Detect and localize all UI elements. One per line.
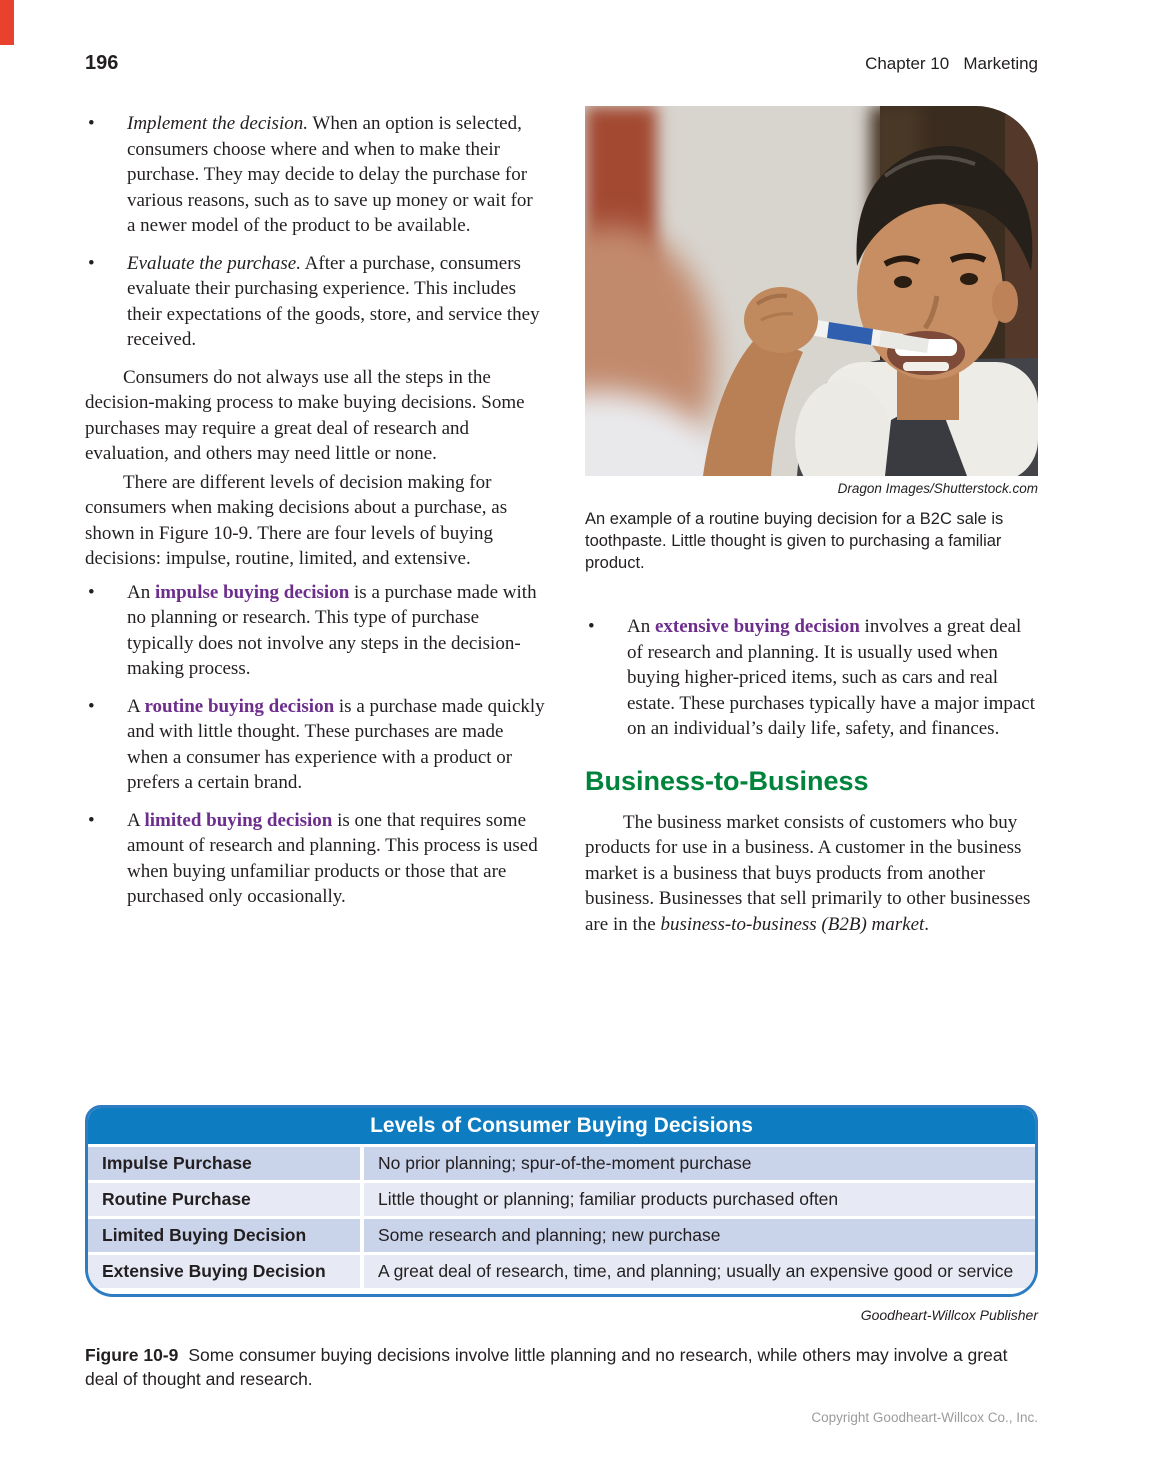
- bullet-item-routine: [85, 694, 545, 796]
- running-head: Chapter 10 Marketing: [865, 54, 1038, 73]
- table-title: Levels of Consumer Buying Decisions: [88, 1108, 1035, 1144]
- row-description: No prior planning; spur-of-the-moment purchase: [364, 1147, 1035, 1180]
- table-row: [88, 1183, 1035, 1216]
- row-description: Some research and planning; new purchase: [364, 1219, 1035, 1252]
- left-column: [85, 106, 545, 940]
- figure-caption-text: Some consumer buying decisions involve little planning and no research, while others may involve a great deal of thought and research.: [85, 1345, 1008, 1389]
- bullet-text: [127, 580, 545, 682]
- row-description: A great deal of research, time, and planning; usually an expensive good or service: [364, 1255, 1035, 1288]
- copyright-notice: Copyright Goodheart-Willcox Co., Inc.: [811, 1410, 1038, 1425]
- photo-illustration: [585, 106, 1038, 476]
- key-term: impulse buying decision: [154, 581, 350, 603]
- bullet-item-limited: [85, 808, 545, 910]
- table-row: [88, 1147, 1035, 1180]
- bullet-prefix: A: [127, 695, 145, 717]
- paragraph: There are different levels of decision making for consumers when making decisions about a purchase, as shown in Figure 10-9. There are four levels of buying decisions: impulse, routine, limited, and extensive.: [85, 471, 508, 569]
- paragraph-text-end: .: [924, 913, 930, 935]
- bullet-lead: Implement the decision.: [127, 113, 308, 134]
- table-row: [88, 1219, 1035, 1252]
- bullet-text: [127, 111, 545, 239]
- bullet-prefix: A: [127, 809, 145, 831]
- row-description: Little thought or planning; familiar products purchased often: [364, 1183, 1035, 1216]
- bullet-prefix: An: [627, 616, 655, 637]
- table-row: [88, 1255, 1035, 1288]
- photo-credit: Dragon Images/Shutterstock.com: [837, 481, 1038, 496]
- row-label: Impulse Purchase: [88, 1147, 360, 1180]
- paragraph: Consumers do not always use all the steps in the decision-making process to make buying decisions. Some purchases may require a great deal of research and evaluation, and others may need little or none.: [85, 366, 525, 464]
- bullet-prefix: An: [127, 581, 155, 603]
- paragraph-b2b: [585, 810, 1038, 938]
- page-header: [85, 52, 1038, 75]
- key-term: extensive buying decision: [654, 616, 860, 637]
- bullet-rest: is one that requires some amount of research and planning. This process is used when buying unfamiliar products or those that are purchased only occasionally.: [127, 809, 538, 907]
- table-source-credit: Goodheart-Willcox Publisher: [860, 1307, 1038, 1323]
- bullet-text: [127, 808, 545, 910]
- bullet-text: [127, 694, 545, 796]
- bullet-rest: When an option is selected, consumers choose where and when to make their purchase. They may decide to delay the purchase for various reasons, such as to save up money or wait for a newer model of the product to be available.: [127, 113, 533, 236]
- bullet-marker: [85, 580, 127, 682]
- bullet-marker: [585, 614, 627, 742]
- page-number: 196: [85, 52, 119, 74]
- chapter-tab-marker: [0, 0, 14, 45]
- bullet-rest: is a purchase made quickly and with little thought. These purchases are made when a consumer has experience with a product or prefers a certain brand.: [127, 695, 545, 793]
- photo-caption: An example of a routine buying decision for a B2C sale is toothpaste. Little thought is given to purchasing a familiar product.: [585, 510, 1004, 572]
- figure-caption: [85, 1343, 1038, 1391]
- bullet-item-impulse: [85, 580, 545, 682]
- italic-term: business-to-business (B2B) market: [660, 913, 925, 935]
- photo-man-brushing-teeth: [585, 106, 1038, 476]
- key-term: routine buying decision: [144, 695, 335, 717]
- bullet-lead: Evaluate the purchase.: [127, 252, 301, 274]
- figure-caption-label: Figure 10-9: [85, 1345, 179, 1365]
- row-label: Extensive Buying Decision: [88, 1255, 360, 1288]
- bullet-text: [127, 251, 545, 353]
- row-label: Routine Purchase: [88, 1183, 360, 1216]
- bullet-marker: [85, 111, 127, 239]
- bullet-marker: [85, 251, 127, 353]
- bullet-rest: involves a great deal of research and planning. It is usually used when buying higher-priced items, such as cars and real estate. These purchases typically have a major impact on an individual’s daily life, safety, and finances.: [627, 616, 1035, 739]
- key-term: limited buying decision: [144, 809, 333, 831]
- paragraph-text: The business market consists of customers who buy products for use in a business. A customer in the business market is a business that buys products from another business. Businesses that sell primarily to other businesses are in the: [585, 811, 1031, 935]
- bullet-marker: [85, 694, 127, 796]
- page-body: [85, 106, 1038, 940]
- figure-table: [85, 1105, 1038, 1297]
- section-heading-business-to-business: Business-to-Business: [585, 765, 869, 796]
- row-label: Limited Buying Decision: [88, 1219, 360, 1252]
- bullet-marker: [85, 808, 127, 910]
- bullet-item-extensive: [585, 614, 1038, 742]
- bullet-rest: is a purchase made with no planning or research. This type of purchase typically does not involve any steps in the decision-making process.: [127, 581, 537, 679]
- bullet-item-evaluate: [85, 251, 545, 353]
- bullet-item-implement: [85, 111, 545, 239]
- figure-10-9: [85, 1105, 1038, 1391]
- bullet-text: [627, 614, 1038, 742]
- bullet-rest: After a purchase, consumers evaluate their purchasing experience. This includes their expectations of the goods, store, and service they received.: [127, 252, 540, 350]
- right-column: [585, 106, 1038, 940]
